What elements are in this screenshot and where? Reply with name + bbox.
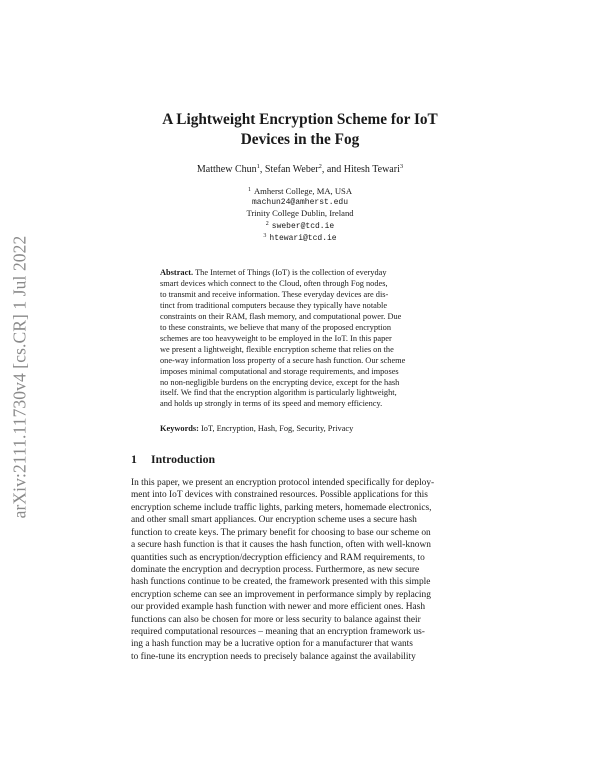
- arxiv-identifier-stamp: [5, 212, 35, 542]
- affiliation-line: [150, 186, 450, 197]
- body-line: ing a hash function may be a lucrative option for a manufacturer that wants: [131, 639, 413, 650]
- author-email: sweber@tcd.ie: [271, 221, 335, 231]
- abstract-line: we present a lightweight, flexible encryption scheme that relies on the: [160, 344, 394, 354]
- affiliation-line: [150, 220, 450, 232]
- title-line: Devices in the Fog: [240, 131, 360, 148]
- section-number: 1: [131, 452, 137, 466]
- author-affiliation-mark: 1: [256, 163, 260, 170]
- keywords: [160, 423, 450, 434]
- body-line: hash functions continue to be created, the framework presented with this simple: [131, 577, 431, 588]
- affiliation-line: [150, 232, 450, 244]
- affiliation-mark: 2: [265, 220, 269, 227]
- body-text: [131, 477, 469, 663]
- abstract-line: imposes minimal computational and storage requirements, and imposes: [160, 366, 399, 376]
- body-line: required computational resources – meaning that an encryption framework us-: [131, 627, 425, 638]
- abstract-line: Abstract. The Internet of Things (IoT) is the collection of everyday: [160, 268, 387, 277]
- affiliation-mark: 3: [263, 232, 267, 239]
- section-heading: [131, 452, 215, 467]
- author-email: machun24@amherst.edu: [251, 198, 348, 208]
- abstract-line: smart devices which connect to the Cloud, often through Fog nodes,: [160, 278, 388, 288]
- body-line: encryption scheme can see an improvement in performance simply by replacing: [131, 589, 431, 600]
- author-affiliation-mark: 3: [399, 163, 404, 170]
- abstract-line: to transmit and receive information. These everyday devices are dis-: [160, 289, 389, 299]
- abstract-label: Abstract.: [160, 268, 194, 277]
- paper-title: [120, 110, 480, 150]
- abstract-line: to these constraints, we believe that many of the proposed encryption: [160, 322, 392, 332]
- author-name: Matthew Chun: [196, 164, 257, 175]
- author-affiliation-mark: 2: [318, 163, 322, 170]
- abstract-line: no non-negligible burdens on the encrypting device, except for the hash: [160, 377, 400, 387]
- keywords-label: Keywords:: [160, 424, 199, 433]
- abstract-line: schemes are too heavyweight to be employed in the IoT. In this paper: [160, 333, 392, 343]
- affiliation-name: Amherst College, MA, USA: [253, 186, 353, 196]
- affiliation-mark: 1: [247, 187, 251, 193]
- abstract-line: one-way information loss property of a secure hash function. Our scheme: [160, 355, 406, 365]
- affiliations: [150, 186, 450, 244]
- abstract-line: itself. We find that the encryption algorithm is particularly lightweight,: [160, 388, 397, 398]
- abstract: [160, 268, 446, 410]
- body-line: to fine-tune its encryption needs to precisely balance against the availability: [131, 651, 416, 662]
- body-line: quantities such as encryption/decryption efficiency and RAM requirements, to: [131, 552, 425, 563]
- author-email: htewari@tcd.ie: [269, 233, 337, 243]
- body-line: In this paper, we present an encryption protocol intended specifically for deploy-: [131, 478, 435, 488]
- section-title: Introduction: [151, 452, 216, 466]
- keywords-text: IoT, Encryption, Hash, Fog, Security, Privacy: [198, 424, 354, 433]
- arxiv-identifier-text: arXiv:2111.11730v4 [cs.CR] 1 Jul 2022: [9, 235, 30, 519]
- abstract-line: and holds up strongly in terms of its speed and memory efficiency.: [160, 399, 383, 409]
- author-list: [100, 164, 500, 175]
- author-name: Stefan Weber: [264, 164, 319, 175]
- author-name: Hitesh Tewari: [343, 164, 400, 175]
- author-separator: ,: [259, 164, 265, 175]
- abstract-line: constraints on their RAM, flash memory, and computational power. Due: [160, 311, 402, 321]
- abstract-line: tinct from traditional computers because they typically have notable: [160, 300, 388, 310]
- body-line: encryption scheme include traffic lights, parking meters, homemade electronics,: [131, 502, 432, 513]
- body-line: and other small smart appliances. Our encryption scheme uses a secure hash: [131, 515, 417, 526]
- affiliation-name: Trinity College Dublin, Ireland: [246, 208, 354, 219]
- body-line: ment into IoT devices with constrained resources. Possible applications for this: [131, 490, 428, 501]
- author-separator: , and: [321, 164, 344, 175]
- body-line: our provided example hash function with newer and more efficient ones. Hash: [131, 602, 426, 613]
- title-line: A Lightweight Encryption Scheme for IoT: [162, 111, 438, 128]
- body-line: dominate the encryption and decryption process. Furthermore, as new secure: [131, 564, 420, 575]
- body-line: functions can also be chosen for more or less security to balance against their: [131, 614, 421, 625]
- body-line: function to create keys. The primary benefit for choosing to base our scheme on: [131, 527, 431, 538]
- body-line: a secure hash function is that it causes the hash function, often with well-known: [131, 540, 431, 551]
